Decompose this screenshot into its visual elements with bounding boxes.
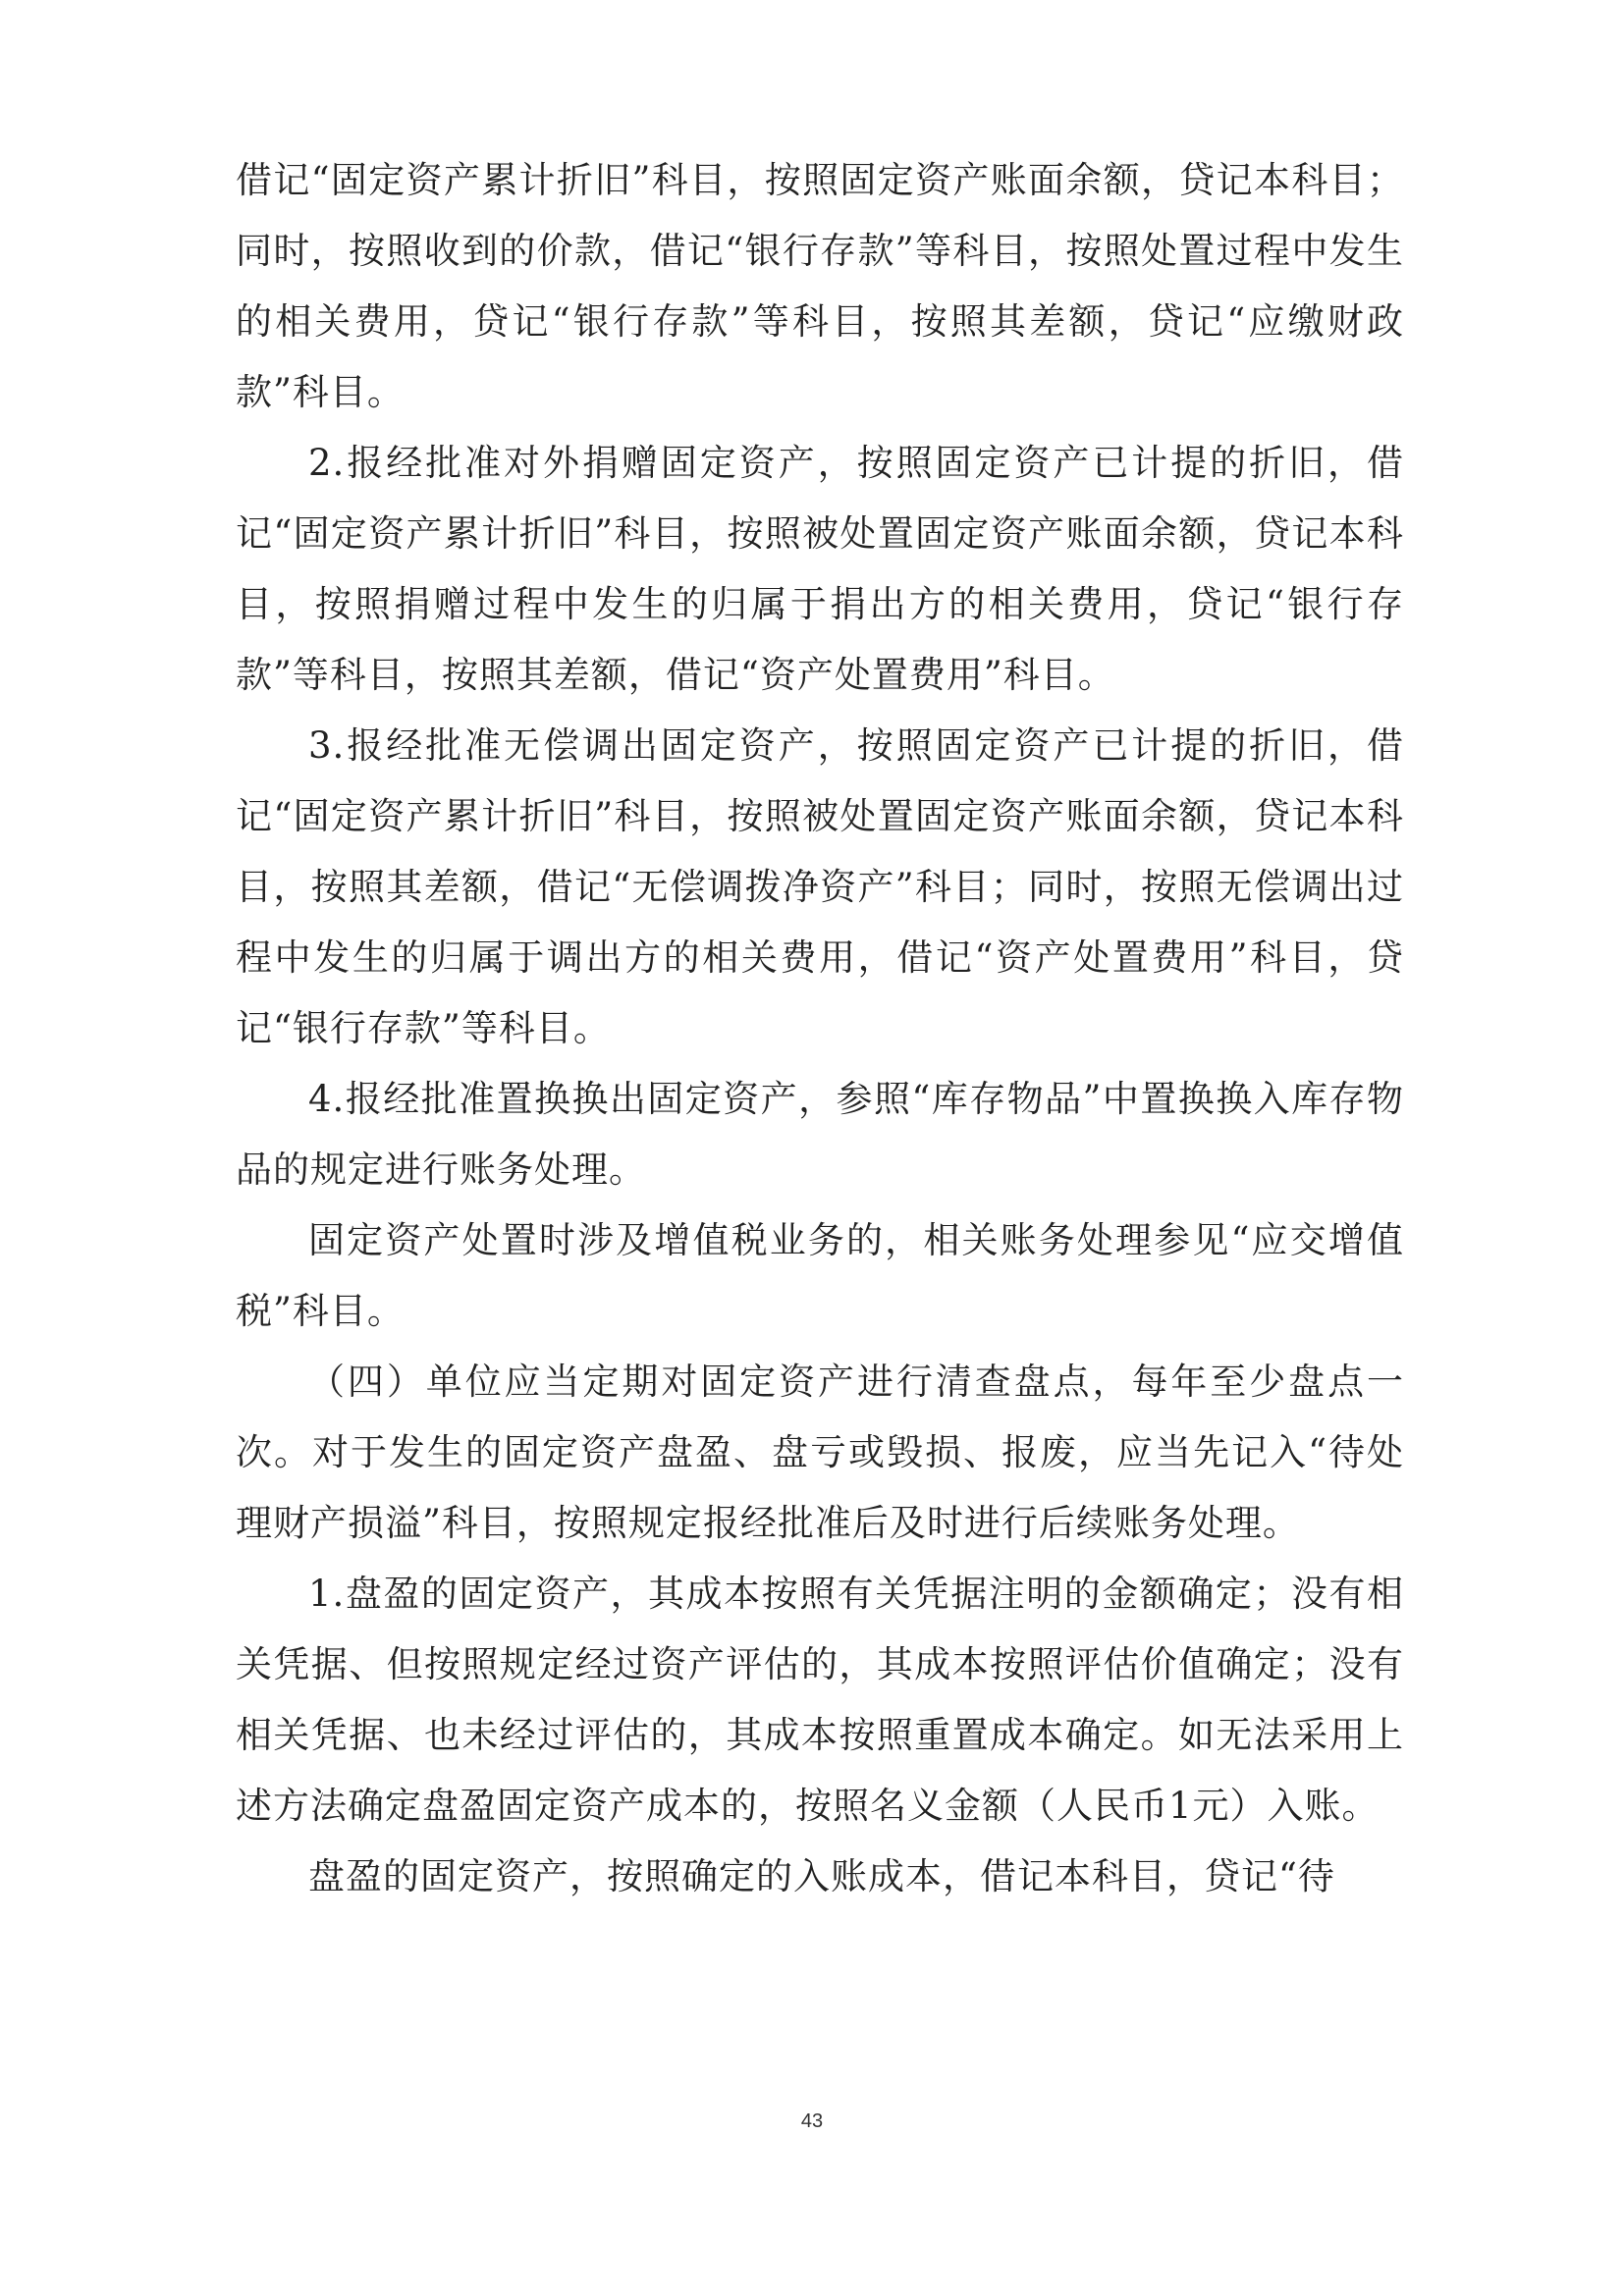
paragraph-5: 固定资产处置时涉及增值税业务的，相关账务处理参见“应交增值税”科目。: [236, 1219, 1404, 1332]
paragraph-4: 4.报经批准置换换出固定资产，参照“库存物品”中置换换入库存物品的规定进行账务处理。: [236, 1078, 1404, 1191]
paragraph-6: （四）单位应当定期对固定资产进行清查盘点，每年至少盘点一次。对于发生的固定资产盘盈、盘亏或毁损、报废，应当先记入“待处理财产损溢”科目，按照规定报经批准后及时进行后续账务处理。: [236, 1361, 1404, 1544]
paragraph-1: 借记“固定资产累计折旧”科目，按照固定资产账面余额，贷记本科目；同时，按照收到的价款，借记“银行存款”等科目，按照处置过程中发生的相关费用，贷记“银行存款”等科目，按照其差额，贷记“应缴财政款”科目。: [236, 159, 1404, 413]
body-text: [236, 145, 1404, 1912]
paragraph-3: 3.报经批准无偿调出固定资产，按照固定资产已计提的折旧，借记“固定资产累计折旧”科目，按照被处置固定资产账面余额，贷记本科目，按照其差额，借记“无偿调拨净资产”科目；同时，按照无偿调出过程中发生的归属于调出方的相关费用，借记“资产处置费用”科目，贷记“银行存款”等科目。: [236, 724, 1404, 1049]
page-number: 43: [800, 2110, 824, 2132]
paragraph-2: 2.报经批准对外捐赠固定资产，按照固定资产已计提的折旧，借记“固定资产累计折旧”科目，按照被处置固定资产账面余额，贷记本科目，按照捐赠过程中发生的归属于捐出方的相关费用，贷记“银行存款”等科目，按照其差额，借记“资产处置费用”科目。: [236, 442, 1404, 696]
paragraph-8: 盘盈的固定资产，按照确定的入账成本，借记本科目，贷记“待: [308, 1855, 1335, 1897]
paragraph-7: 1.盘盈的固定资产，其成本按照有关凭据注明的金额确定；没有相关凭据、但按照规定经过资产评估的，其成本按照评估价值确定；没有相关凭据、也未经过评估的，其成本按照重置成本确定。如无法采用上述方法确定盘盈固定资产成本的，按照名义金额（人民币1元）入账。: [236, 1573, 1404, 1827]
